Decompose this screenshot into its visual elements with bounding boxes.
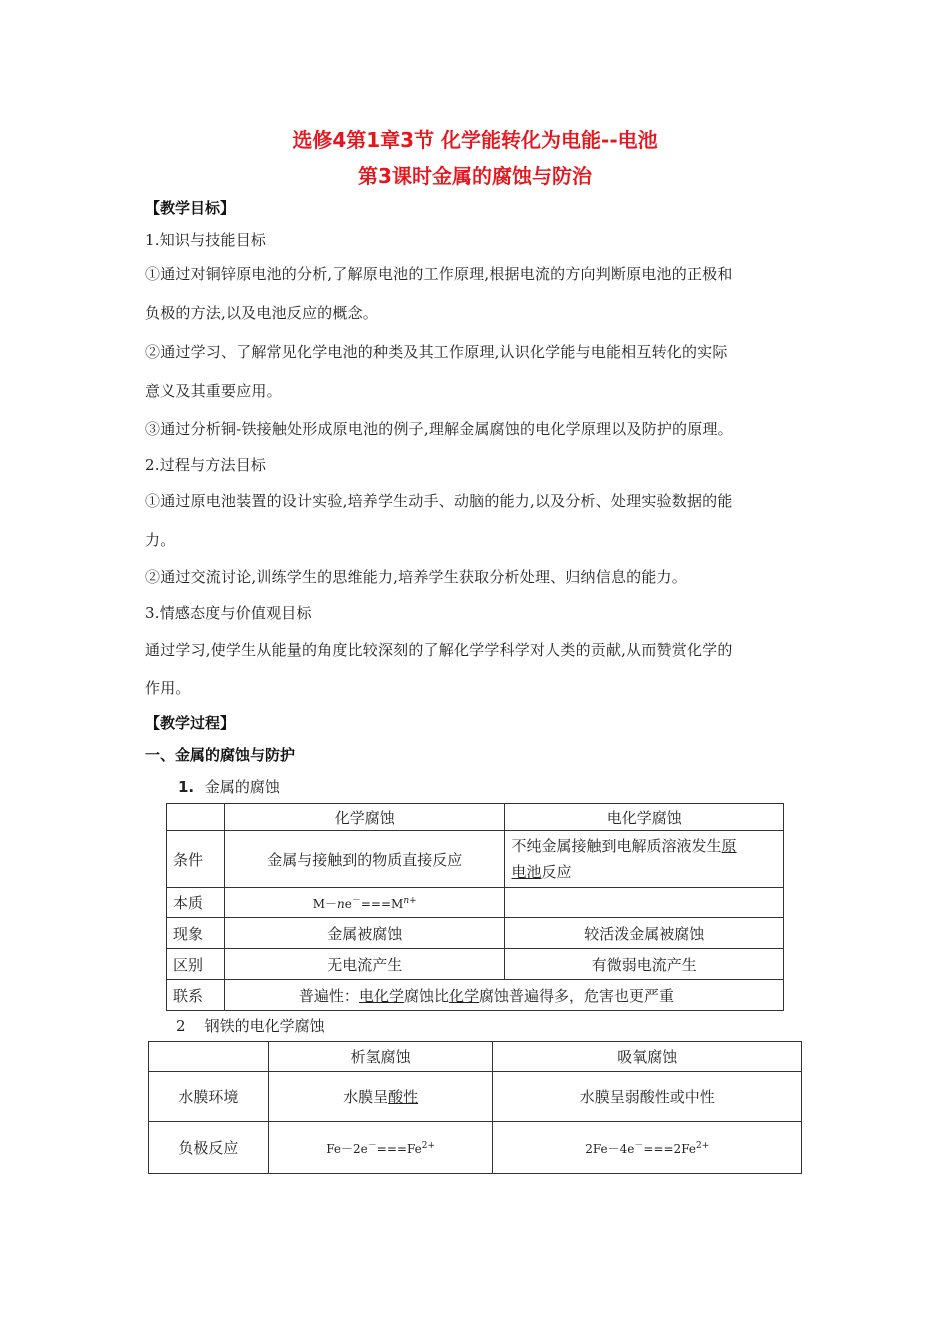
table-row — [167, 804, 784, 831]
condition-electrochemical — [505, 831, 784, 888]
subsection-1-text: 金属的腐蚀 — [204, 778, 280, 796]
table-row — [149, 1042, 802, 1072]
subsection-1-heading — [178, 776, 280, 797]
subsection-1-number: 1. — [178, 778, 195, 796]
table-row — [167, 888, 784, 918]
title-line-2: 第3课时金属的腐蚀与防治 — [358, 164, 592, 188]
row-label-phenomenon: 现象 — [167, 918, 225, 949]
objective-3-item-1b: 作用。 — [145, 679, 191, 697]
header-electrochemical-corrosion: 电化学腐蚀 — [505, 804, 784, 831]
subsection-2-heading: 2 钢铁的电化学腐蚀 — [176, 1017, 325, 1035]
formula-sup: 2+ — [421, 1141, 435, 1151]
formula-part: M－ — [312, 897, 338, 911]
objective-2-item-1a: ①通过原电池装置的设计实验,培养学生动手、动脑的能力,以及分析、处理实验数据的能 — [145, 492, 733, 510]
relation-underlined-1: 电化学 — [358, 986, 404, 1005]
table-corner-cell — [149, 1042, 269, 1072]
formula-n: n — [337, 897, 345, 911]
objective-1-item-3: ③通过分析铜-铁接触处形成原电池的例子,理解金属腐蚀的电化学原理以及防护的原理。 — [145, 420, 733, 438]
water-film-text: 水膜呈 — [343, 1088, 389, 1106]
title-line-1: 选修4第1章3节 化学能转化为电能--电池 — [292, 128, 658, 152]
formula-part: ===2Fe — [643, 1142, 696, 1156]
formula-part: ===Fe — [376, 1142, 422, 1156]
water-film-hydrogen — [268, 1072, 493, 1122]
table-row — [149, 1072, 802, 1122]
condition-underlined-1: 原 — [721, 837, 737, 855]
objective-1-item-2b: 意义及其重要应用。 — [145, 382, 282, 400]
phenomenon-electrochemical: 较活泼金属被腐蚀 — [505, 918, 784, 949]
process-heading: 【教学过程】 — [145, 714, 236, 732]
difference-electrochemical: 有微弱电流产生 — [505, 949, 784, 980]
objective-1-item-2a: ②通过学习、了解常见化学电池的种类及其工作原理,认识化学能与电能相互转化的实际 — [145, 343, 728, 361]
formula-eq: ===M — [360, 897, 404, 911]
header-hydrogen-evolution: 析氢腐蚀 — [268, 1042, 493, 1072]
corrosion-table — [166, 803, 784, 1011]
table-row — [167, 831, 784, 888]
row-label-nature: 本质 — [167, 888, 225, 918]
water-film-acidic: 酸性 — [388, 1088, 419, 1106]
objective-1-item-1b: 负极的方法,以及电池反应的概念。 — [145, 304, 378, 322]
objective-2-item-2: ②通过交流讨论,训练学生的思维能力,培养学生获取分析处理、归纳信息的能力。 — [145, 568, 687, 586]
table-corner-cell — [167, 804, 225, 831]
section-1-heading: 一、金属的腐蚀与防护 — [145, 746, 296, 764]
relation-underlined-2: 化学 — [448, 986, 479, 1005]
condition-underlined-2: 电池 — [511, 863, 542, 881]
formula-sup: － — [367, 1141, 377, 1151]
row-label-difference: 区别 — [167, 949, 225, 980]
row-label-negative-reaction: 负极反应 — [149, 1122, 269, 1174]
table-row — [149, 1122, 802, 1174]
formula-part: 2Fe－4e — [585, 1142, 635, 1156]
phenomenon-chemical: 金属被腐蚀 — [224, 918, 505, 949]
table-row — [167, 980, 784, 1011]
relation-part: 普遍性： — [298, 986, 359, 1005]
relation-text — [224, 980, 783, 1011]
objective-2-title: 2.过程与方法目标 — [145, 456, 267, 474]
nature-empty-cell — [505, 888, 784, 918]
condition-text-end: 反应 — [541, 863, 572, 881]
objective-3-item-1a: 通过学习,使学生从能量的角度比较深刻的了解化学学科学对人类的贡献,从而赞赏化学的 — [145, 641, 733, 659]
negative-reaction-oxygen — [493, 1122, 802, 1174]
water-film-oxygen: 水膜呈弱酸性或中性 — [493, 1072, 802, 1122]
condition-chemical: 金属与接触到的物质直接反应 — [224, 831, 505, 888]
table-row — [167, 918, 784, 949]
relation-part: 腐蚀比 — [403, 986, 449, 1005]
formula-sup: － — [634, 1141, 644, 1151]
row-label-water-film: 水膜环境 — [149, 1072, 269, 1122]
table-row — [167, 949, 784, 980]
condition-text: 不纯金属接触到电解质溶液发生 — [511, 837, 722, 855]
negative-reaction-hydrogen — [268, 1122, 493, 1174]
relation-part: 腐蚀普遍得多，危害也更严重 — [478, 986, 674, 1005]
formula-e: e — [344, 897, 352, 911]
formula-charge: n+ — [403, 896, 417, 906]
header-oxygen-absorption: 吸氧腐蚀 — [493, 1042, 802, 1072]
row-label-relation: 联系 — [167, 980, 225, 1011]
formula-minus: － — [351, 896, 361, 906]
difference-chemical: 无电流产生 — [224, 949, 505, 980]
objective-1-item-1a: ①通过对铜锌原电池的分析,了解原电池的工作原理,根据电流的方向判断原电池的正极和 — [145, 265, 733, 283]
objective-3-title: 3.情感态度与价值观目标 — [145, 604, 312, 622]
row-label-condition: 条件 — [167, 831, 225, 888]
nature-formula — [224, 888, 505, 918]
objective-1-title: 1.知识与技能目标 — [145, 231, 267, 249]
objective-2-item-1b: 力。 — [145, 531, 176, 549]
objectives-heading: 【教学目标】 — [145, 199, 236, 217]
steel-corrosion-table — [148, 1041, 802, 1174]
formula-sup: 2+ — [695, 1141, 710, 1151]
header-chemical-corrosion: 化学腐蚀 — [224, 804, 505, 831]
formula-part: Fe－2e — [326, 1142, 368, 1156]
